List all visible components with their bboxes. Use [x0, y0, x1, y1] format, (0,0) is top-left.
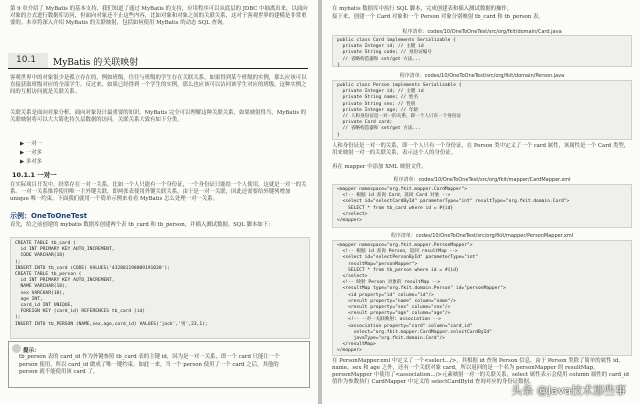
bullet-3: ▶ 多对多 — [20, 159, 43, 165]
right-intro-2: 接下来，创建一个 Card 对象和一个 Person 对象分别映射 tb_card 和 tb_person 表。 — [332, 14, 544, 20]
card-java-code: public class Card implements Serializable { private Integer id; // 主键 id private String code; // 身份证编号 // 省略构造器和 set/get 方法... } — [337, 38, 456, 68]
right-page — [322, 0, 640, 404]
card-mapper-code: <mapper namespace="org.fkit.mapper.CardMapper"> <!-- 根据 id 查询 Card，返回 Card 对象 --> <select id="selectCardById" parameterType="int" resultType="org.fkit.domain.Card"> SELECT * from tb_card where id = #{id} </select> </mapper> — [337, 187, 570, 224]
person-mapper-block — [332, 240, 632, 356]
code4-caption: 程序清单：codes/10/OneToOneTest/src/org/fkit/mapper/PersonMapper.xml — [390, 233, 574, 239]
right-intro-1: 在 mybatis 数据库中执行 SQL 脚本，完成创建表和插入测试数据的操作。 — [332, 6, 513, 12]
bullet-2: ▶ 一对多 — [20, 150, 43, 156]
left-para-2: 关联关系是面向对象分析、面向对象设计最重要的知识。MyBatis 完全可以理解这种关联关系，如果映射得当，MyBatis 的关联映射将可以大大简化持久层数据的访问。关联关系大致有如下分类。 — [10, 110, 307, 123]
right-para-2: 再在 mapper 中添加 XML 映射文件。 — [332, 164, 427, 170]
right-para-1: 人和身份证是一对一的关系，即一个人只有一个身份证，在 Person 类中定义了一个 card 属性，该属性是一个 Card 类型，用来映射一对一的关联关系，表示这个人的身份证。 — [332, 143, 630, 156]
subsection-heading: 10.1.1 一对一 — [12, 171, 57, 179]
left-para-1: 客观世界中的对象很少是孤立存在的，例如班级，往往与班级的学生存在关联关系，如果得到某个班级的实例，那么应该可以直接获取班级对应的全部学生。反过来，如果已经得到一个学生的实例，那么也应该可以访问该学生对应的班级。这种实例之间的互相访问就是关联关系。 — [10, 75, 307, 95]
left-intro: 第 9 章介绍了 MyBatis 的基本支持，我们知道了通过 MyBatis 的支持，应用程序可以从底层的 JDBC 中抽离出来，以面向对象的方式进行数据库访问，但面向对象还不止这些内容，比如对象和对象之间的关联关系，这对于客观世界的建模是非常重要的。本章将深入介绍 MyBatis 的关联映射，包括如何使用 MyBatis 的动态 SQL 查询。 — [10, 6, 308, 26]
tip-text: tb_person 表的 card_id 作为外键参照 tb_card 表的主键 id，因为是一对一关系，即一个 card 只能让一个 person 使用，所以 card_id 做成了唯一键约束。如此一来，当一个 person 使用了一个 card 之后，其他的 person 就不能使用该 card 了。 — [19, 354, 280, 375]
left-para-4: 首先，给之前创建的 mybatis 数据库创建两个表 tb_card 和 tb_person，并插入测试数据。SQL 脚本如下： — [10, 222, 274, 228]
watermark: 头条 @Java技术那些事 — [511, 384, 626, 397]
code2-caption: 程序清单：codes/10/OneToOneTest/src/org/fkit/domain/Person.java — [399, 73, 565, 79]
tip-icon — [12, 344, 21, 353]
left-para-3: 在实际项目开发中，经常存在一对一关系，比如一个人只能有一个身份证，一个身份证只能给一个人使用，这就是一对一的关系。一对一关系推荐使用唯一主外键关联，即两张表使用外键关联关系，由于是一对一关联，因此还需要给外键列增加 unique 唯一约束。下面我们就用一个简单示例来看看 MyBatis 怎么处理一对一关系。 — [10, 182, 307, 202]
section-heading — [8, 53, 308, 69]
sql-code: CREATE TABLE tb_card ( id INT PRIMARY KEY AUTO_INCREMENT, CODE VARCHAR(18) ); INSERT INTO tb_card (CODE) VALUES('432801198009191038'); CREATE TABLE tb_person ( id INT PRIMARY KEY AUTO_INCREMENT, NAME VARCHAR(18), sex VARCHAR(18), age INT, card_id INT UNIQUE, FOREIGN KEY (card_id) REFERENCES tb_card (id) ); INSERT INTO tb_PERSON (NAME,sex,age,card_id) VALUES('jack','男',23,1); — [15, 241, 208, 327]
person-java-code: public class Person implements Serializable { private Integer id; // 主键 id private String name; // 姓名 private String sex; // 性别 private Integer age; // 年龄 // 人和身份证是一对一的关系，即一个人只有一个身份证 private Card card; // 省略构造器和 set/get 方法... } — [337, 83, 462, 138]
heading-rule — [8, 68, 308, 69]
card-mapper-block — [332, 184, 632, 228]
left-page — [0, 0, 318, 404]
sql-code-block — [10, 237, 310, 339]
card-java-block — [332, 35, 632, 67]
bullet-1: ▶ 一对一 — [20, 141, 43, 147]
right-para-3: 在 PersonMapper.xml 中定义了一个<select.../>，其根据 id 查询 Person 信息，由于 Person 类除了简单的属性 id、name、sex 和 age 之外，还有一个关联对象 card，所以返回的是一个名为 personMapper 的 resultMap。personMapper 中使用了<association.../>元素映射一对一的关联关系，select 属性表示会使用 column 属性的 card_id 值作为参数执行 CardMapper 中定义的 selectCardById 查询对应的身份证数据。 — [332, 358, 629, 385]
tip-box — [8, 341, 310, 388]
person-mapper-code: <mapper namespace="org.fkit.mapper.PersonMapper"> <!-- 根据 id 查询 Person，返回 resultMap --> <select id="selectPersonById" parameterType="int" resultMap="personMapper"> SELECT * from tb_person where id = #{id} </select> <!-- 映射 Person 对象的 resultMap --> <resultMap type="org.fkit.domain.Person" id="personMapper"> <id property="id" column="id"/> <result property="name" column="name"/> <result property="sex" column="sex"/> <result property="age" column="age"/> <!-- 一对一关联映射: association --> <association property="card" column="card_id" select="org.fkit.mapper.CardMapper.selectCardById" javaType="org.fkit.domain.Card"/> </resultMap> </mapper> — [337, 243, 506, 354]
code1-caption: 程序清单：codes/10/OneToOneTest/src/org/fkit/domain/Card.java — [402, 29, 562, 35]
section-number-badge — [8, 53, 48, 69]
section-title: MyBatis 的关联映射 — [53, 58, 139, 68]
code3-caption: 程序清单：codes/10/OneToOneTest/src/org/fkit/mapper/CardMapper.xml — [393, 177, 571, 183]
section-number: 10.1 — [16, 55, 37, 65]
tip-title: 提示： — [23, 348, 40, 354]
person-java-block — [332, 80, 632, 140]
example-label: 示例：OneToOneTest — [10, 212, 88, 220]
